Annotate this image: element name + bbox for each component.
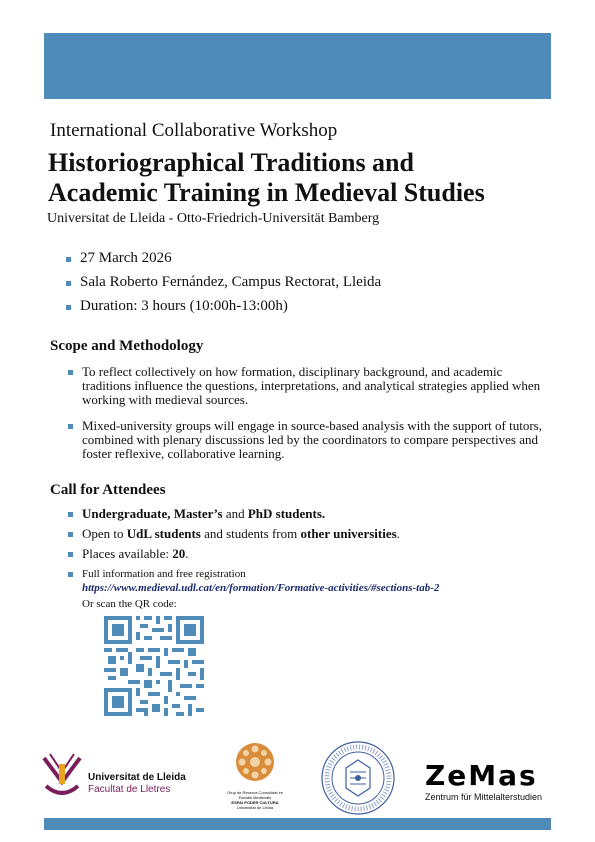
scope-heading: Scope and Methodology (50, 338, 204, 354)
attendees-list (68, 507, 548, 587)
registration-item: Full information and free registration (68, 567, 548, 581)
zemas-logo: ZeMas Zentrum für Mittelalterstudien (425, 759, 543, 802)
event-info-list (66, 250, 381, 322)
research-group-logo (215, 740, 295, 820)
pre-title: International Collaborative Workshop (50, 120, 338, 141)
attendees-heading: Call for Attendees (50, 482, 166, 498)
ornament-icon (215, 740, 295, 788)
scope-item: Mixed-university groups will engage in source-based analysis with the support of tutors, combined with plenary discussions led by the coordinators to compare perspectives and foster reflexive, collaborative learning. (68, 419, 548, 461)
scan-qr-text: Or scan the QR code: (82, 598, 177, 610)
eligibility-item: Open to UdL students and students from other universities. (68, 527, 548, 541)
event-duration: Duration: 3 hours (10:00h-13:00h) (66, 298, 381, 316)
scope-item: To reflect collectively on how formation, disciplinary background, and academic traditions influence the questions, interpretations, and analytical strategies applied when working with medieval sources. (68, 365, 548, 407)
places-item: Places available: 20. (68, 547, 548, 561)
research-group-text: Grup de Recerca Consolidat en Estudis Medievals ESPAI PODER CULTURA Universitat de Lleida (226, 790, 284, 810)
udl-emblem-icon (40, 752, 84, 800)
audience-item: Undergraduate, Master’s and PhD students. (68, 507, 548, 521)
qr-code[interactable] (104, 616, 204, 716)
scope-list (68, 365, 548, 473)
title-line-2: Academic Training in Medieval Studies (48, 178, 485, 207)
event-date: 27 March 2026 (66, 250, 381, 268)
title-line-1: Historiographical Traditions and (48, 148, 414, 177)
event-venue: Sala Roberto Fernández, Campus Rectorat, Lleida (66, 274, 381, 292)
footer-bar (44, 818, 551, 830)
university-seal-icon (318, 738, 398, 818)
page-title (48, 148, 568, 208)
udl-logo-text: Universitat de Lleida Facultat de Lletres (88, 772, 186, 795)
udl-logo (40, 752, 190, 812)
subtitle: Universitat de Lleida - Otto-Friedrich-Universität Bamberg (47, 211, 380, 226)
header-banner (44, 33, 551, 99)
registration-link[interactable]: https://www.medieval.udl.cat/en/formation/Formative-activities/#sections-tab-2 (82, 582, 440, 594)
bamberg-seal-logo (318, 738, 398, 818)
